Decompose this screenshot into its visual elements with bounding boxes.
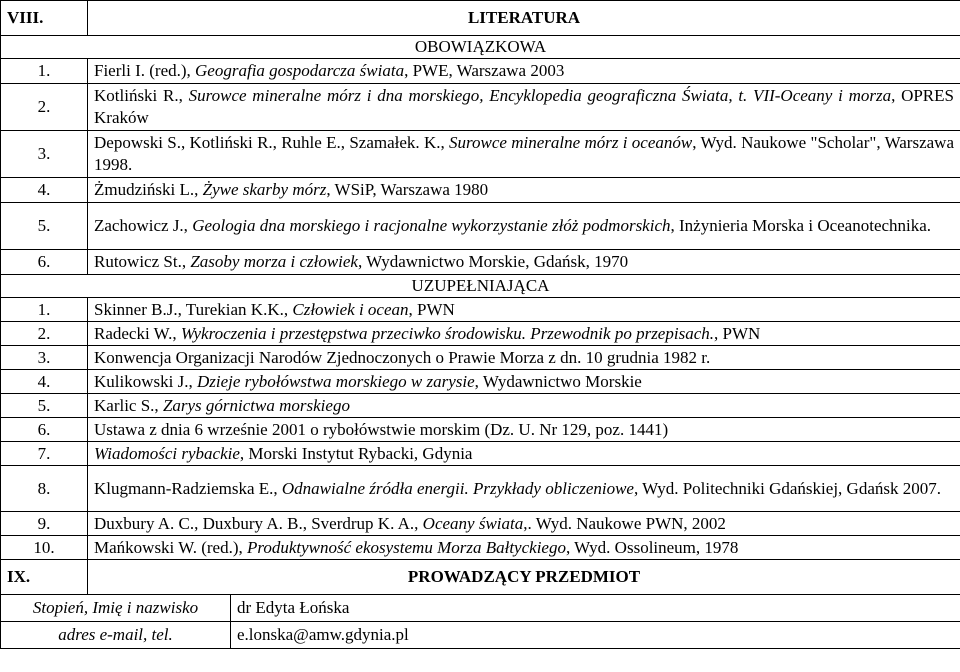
reference-row bbox=[1, 250, 960, 275]
reference-details: , WSiP, Warszawa 1980 bbox=[326, 180, 489, 199]
reference-entry bbox=[88, 59, 960, 84]
reference-entry bbox=[88, 84, 960, 131]
reference-entry bbox=[88, 250, 960, 275]
reference-number: 7. bbox=[1, 442, 88, 466]
reference-title: Produktywność ekosystemu Morza Bałtyckiego bbox=[246, 537, 566, 557]
reference-title: Dzieje rybołówstwa morskiego w zarysie bbox=[196, 371, 475, 391]
reference-author: Karlic S., bbox=[94, 395, 163, 415]
reference-title: Odnawialne źródła energii. Przykłady obliczeniowe bbox=[281, 478, 634, 498]
reference-row bbox=[1, 536, 960, 560]
reference-entry bbox=[88, 394, 960, 418]
supplementary-header-row bbox=[1, 275, 960, 298]
reference-author: Zachowicz J., bbox=[94, 216, 193, 235]
reference-details: , PWE, Warszawa 2003 bbox=[404, 61, 565, 80]
reference-title: Oceany świata bbox=[422, 513, 524, 533]
reference-entry bbox=[88, 298, 960, 322]
reference-title: Surowce mineralne mórz i dna morskiego, Encyklopedia geograficzna Świata, t. VII-Oceany i morza bbox=[188, 86, 892, 105]
reference-entry bbox=[88, 512, 960, 536]
reference-entry bbox=[88, 466, 960, 512]
reference-row bbox=[1, 418, 960, 442]
reference-details: , Inżynieria Morska i Oceanotechnika. bbox=[670, 216, 932, 235]
section-title: PROWADZĄCY PRZEDMIOT bbox=[88, 560, 960, 595]
reference-author: Kotliński R., bbox=[94, 86, 189, 105]
reference-details: ,. Wyd. Naukowe PWN, 2002 bbox=[523, 513, 726, 533]
reference-number: 2. bbox=[1, 84, 88, 131]
reference-entry bbox=[88, 418, 960, 442]
reference-author: Skinner B.J., Turekian K.K., bbox=[94, 299, 293, 319]
reference-number: 3. bbox=[1, 131, 88, 178]
reference-title: Geologia dna morskiego i racjonalne wykorzystanie złóż podmorskich bbox=[192, 216, 671, 235]
contact-row bbox=[1, 622, 960, 649]
reference-number: 9. bbox=[1, 512, 88, 536]
reference-details: , Wyd. Naukowe "Scholar", Warszawa 1998. bbox=[94, 133, 954, 174]
reference-row bbox=[1, 394, 960, 418]
instructor-email[interactable]: e.lonska@amw.gdynia.pl bbox=[231, 622, 960, 649]
reference-number: 5. bbox=[1, 203, 88, 250]
email-label: adres e-mail, tel. bbox=[1, 622, 231, 649]
supplementary-header: UZUPEŁNIAJĄCA bbox=[1, 275, 960, 298]
reference-author: Klugmann-Radziemska E., bbox=[94, 478, 282, 498]
reference-entry bbox=[88, 322, 960, 346]
reference-row bbox=[1, 346, 960, 370]
reference-author: Depowski S., Kotliński R., Ruhle E., Szamałek. K., bbox=[94, 133, 450, 152]
reference-number: 1. bbox=[1, 298, 88, 322]
reference-entry bbox=[88, 131, 960, 178]
degree-label: Stopień, Imię i nazwisko bbox=[1, 595, 231, 622]
reference-details: , PWN bbox=[714, 323, 761, 343]
reference-title: Żywe skarby mórz bbox=[202, 180, 327, 199]
reference-details: , Wyd. Politechniki Gdańskiej, Gdańsk 2007. bbox=[633, 478, 941, 498]
instructor-row bbox=[1, 595, 960, 622]
reference-entry bbox=[88, 370, 960, 394]
instructor-name: dr Edyta Łońska bbox=[231, 595, 960, 622]
section-header-row bbox=[1, 1, 960, 36]
reference-number: 4. bbox=[1, 178, 88, 203]
reference-row bbox=[1, 203, 960, 250]
reference-number: 2. bbox=[1, 322, 88, 346]
mandatory-header-row bbox=[1, 36, 960, 59]
reference-author: Radecki W., bbox=[94, 323, 181, 343]
reference-row bbox=[1, 84, 960, 131]
reference-author: Konwencja Organizacji Narodów Zjednoczonych o Prawie Morza z dn. 10 grudnia 1982 r. bbox=[94, 347, 711, 367]
section-title: LITERATURA bbox=[88, 1, 960, 36]
reference-entry bbox=[88, 203, 960, 250]
reference-title: Wiadomości rybackie bbox=[94, 443, 240, 463]
reference-title: Zasoby morza i człowiek bbox=[190, 252, 358, 271]
reference-author: Mańkowski W. (red.), bbox=[94, 537, 247, 557]
reference-number: 4. bbox=[1, 370, 88, 394]
reference-author: Rutowicz St., bbox=[94, 252, 191, 271]
reference-title: Surowce mineralne mórz i oceanów bbox=[449, 133, 693, 152]
reference-details: , Morski Instytut Rybacki, Gdynia bbox=[239, 443, 473, 463]
mandatory-header: OBOWIĄZKOWA bbox=[1, 36, 960, 59]
reference-row bbox=[1, 298, 960, 322]
reference-author: Żmudziński L., bbox=[94, 180, 203, 199]
reference-number: 1. bbox=[1, 59, 88, 84]
reference-number: 3. bbox=[1, 346, 88, 370]
reference-author: Ustawa z dnia 6 wrześnie 2001 o rybołówstwie morskim (Dz. U. Nr 129, poz. 1441) bbox=[94, 419, 669, 439]
reference-entry bbox=[88, 178, 960, 203]
reference-row bbox=[1, 59, 960, 84]
reference-entry bbox=[88, 442, 960, 466]
reference-number: 5. bbox=[1, 394, 88, 418]
reference-number: 6. bbox=[1, 418, 88, 442]
reference-number: 10. bbox=[1, 536, 88, 560]
mandatory-list bbox=[1, 59, 960, 275]
reference-details: , PWN bbox=[408, 299, 455, 319]
reference-author: Duxbury A. C., Duxbury A. B., Sverdrup K. A., bbox=[94, 513, 423, 533]
reference-row bbox=[1, 370, 960, 394]
reference-title: Geografia gospodarcza świata bbox=[195, 61, 405, 80]
reference-author: Fierli I. (red.), bbox=[94, 61, 196, 80]
reference-row bbox=[1, 442, 960, 466]
reference-title: Wykroczenia i przestępstwa przeciwko środowisku. Przewodnik po przepisach. bbox=[180, 323, 714, 343]
reference-row bbox=[1, 512, 960, 536]
section-number: IX. bbox=[1, 560, 88, 595]
section-header-row bbox=[1, 560, 960, 595]
reference-title: Zarys górnictwa morskiego bbox=[162, 395, 350, 415]
section-number: VIII. bbox=[1, 1, 88, 36]
reference-details: , Wydawnictwo Morskie, Gdańsk, 1970 bbox=[357, 252, 629, 271]
reference-entry bbox=[88, 346, 960, 370]
reference-row bbox=[1, 466, 960, 512]
reference-entry bbox=[88, 536, 960, 560]
reference-author: Kulikowski J., bbox=[94, 371, 197, 391]
reference-row bbox=[1, 178, 960, 203]
reference-details: , Wydawnictwo Morskie bbox=[474, 371, 642, 391]
reference-details: , Wyd. Ossolineum, 1978 bbox=[565, 537, 739, 557]
reference-number: 6. bbox=[1, 250, 88, 275]
reference-row bbox=[1, 131, 960, 178]
supplementary-list bbox=[1, 298, 960, 560]
reference-row bbox=[1, 322, 960, 346]
reference-details: , OPRES Kraków bbox=[94, 86, 954, 127]
reference-title: Człowiek i ocean bbox=[292, 299, 409, 319]
reference-number: 8. bbox=[1, 466, 88, 512]
